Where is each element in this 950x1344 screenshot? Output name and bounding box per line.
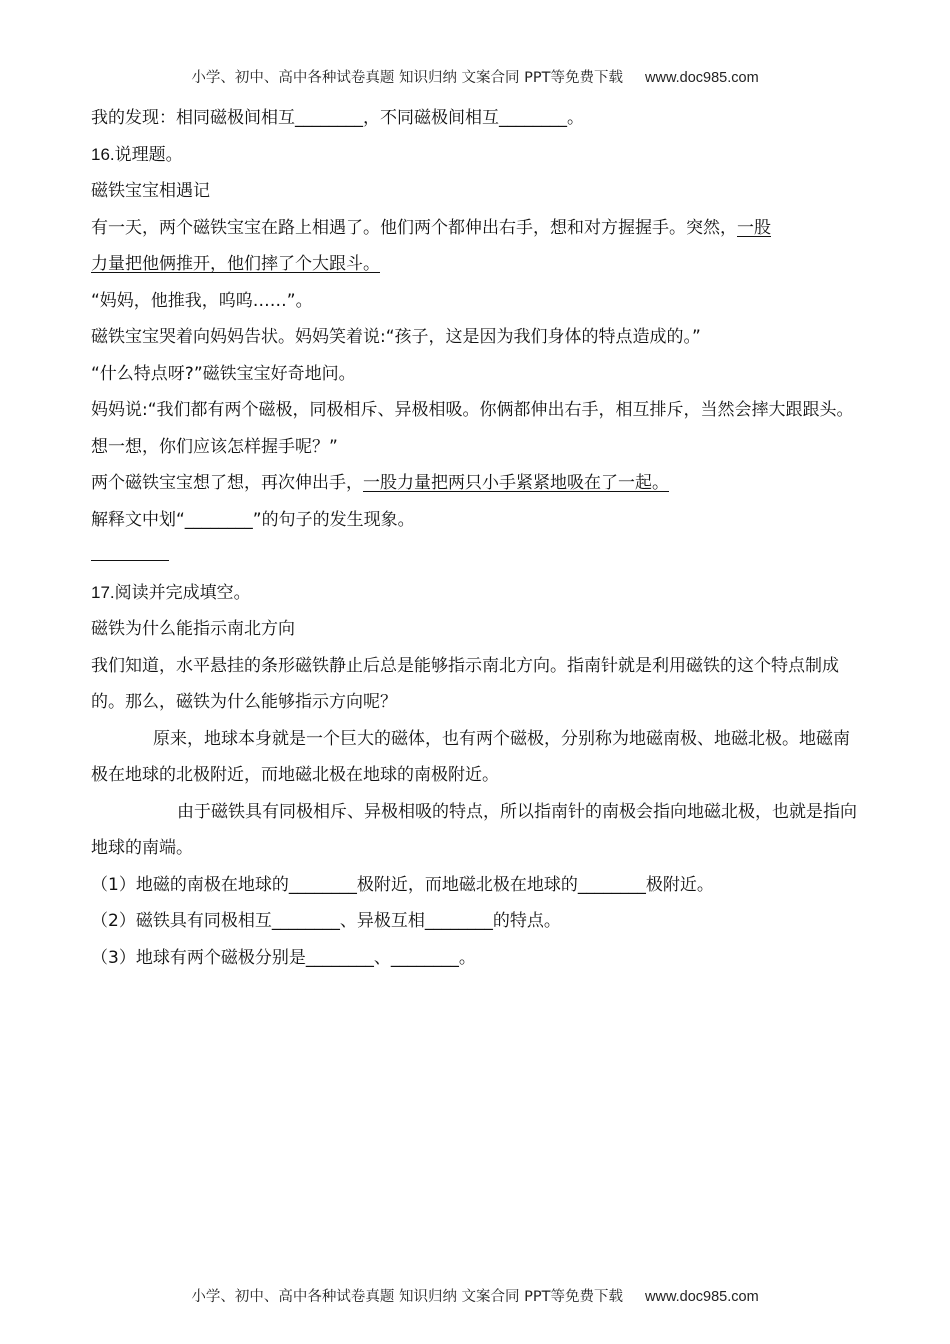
question-16-title: 16.说理题。 bbox=[91, 144, 183, 164]
story-p6-underlined: 一股力量把两只小手紧紧地吸在了一起。 bbox=[363, 473, 669, 493]
article-title: 磁铁为什么能指示南北方向 bbox=[91, 619, 295, 639]
page-header bbox=[0, 66, 950, 87]
header-text: 小学、初中、高中各种试卷真题 知识归纳 文案合同 PPT等免费下载 bbox=[191, 70, 624, 86]
story-paragraph-6 bbox=[91, 465, 861, 502]
story-p1-text: 有一天，两个磁铁宝宝在路上相遇了。他们两个都伸出右手，想和对方握握手。突然， bbox=[91, 217, 737, 238]
story-question: 解释文中划“________”的句子的发生现象。 bbox=[91, 509, 415, 530]
story-paragraph-1 bbox=[91, 210, 861, 247]
finding-line: 我的发现：相同磁极间相互________，不同磁极间相互________。 bbox=[91, 108, 584, 128]
story-paragraph-2: “妈妈，他推我，呜呜……”。 bbox=[91, 290, 313, 311]
answer-blank bbox=[91, 538, 861, 575]
header-site: www.doc985.com bbox=[645, 70, 759, 86]
story-paragraph-4: “什么特点呀?”磁铁宝宝好奇地问。 bbox=[91, 363, 356, 384]
story-p6-text: 两个磁铁宝宝想了想，再次伸出手， bbox=[91, 473, 363, 493]
question-17-title: 17.阅读并完成填空。 bbox=[91, 582, 251, 602]
story-paragraph-5: 妈妈说:“我们都有两个磁极，同极相斥、异极相吸。你俩都伸出右手，相互排斥，当然会摔大跟跟头。想一想，你们应该怎样握手呢？” bbox=[91, 400, 854, 457]
footer-site: www.doc985.com bbox=[645, 1289, 759, 1305]
story-paragraph-1-cont bbox=[91, 246, 861, 283]
story-paragraph-3: 磁铁宝宝哭着向妈妈告状。妈妈笑着说:“孩子，这是因为我们身体的特点造成的。” bbox=[91, 327, 701, 347]
story-p1-underlined-end: 力量把他俩推开，他们摔了个大跟斗。 bbox=[91, 254, 380, 274]
story-p1-underlined-start: 一股 bbox=[737, 217, 771, 238]
fill-question-3: （3）地球有两个磁极分别是________、________。 bbox=[91, 947, 476, 968]
article-paragraph-1: 我们知道，水平悬挂的条形磁铁静止后总是能够指示南北方向。指南针就是利用磁铁的这个特点制成的。那么，磁铁为什么能够指示方向呢？ bbox=[91, 655, 839, 712]
article-paragraph-3: 由于磁铁具有同极相斥、异极相吸的特点，所以指南针的南极会指向地磁北极，也就是指向地球的南端。 bbox=[91, 801, 857, 858]
footer-text: 小学、初中、高中各种试卷真题 知识归纳 文案合同 PPT等免费下载 bbox=[191, 1289, 624, 1305]
story-title: 磁铁宝宝相遇记 bbox=[91, 181, 210, 201]
article-paragraph-2: 原来，地球本身就是一个巨大的磁体，也有两个磁极，分别称为地磁南极、地磁北极。地磁南极在地球的北极附近，而地磁北极在地球的南极附近。 bbox=[91, 728, 850, 785]
document-body bbox=[91, 100, 861, 976]
fill-question-1: （1）地磁的南极在地球的________极附近，而地磁北极在地球的________极附近。 bbox=[91, 874, 714, 895]
fill-question-2: （2）磁铁具有同极相互________、异极互相________的特点。 bbox=[91, 911, 561, 931]
page-footer bbox=[0, 1285, 950, 1306]
